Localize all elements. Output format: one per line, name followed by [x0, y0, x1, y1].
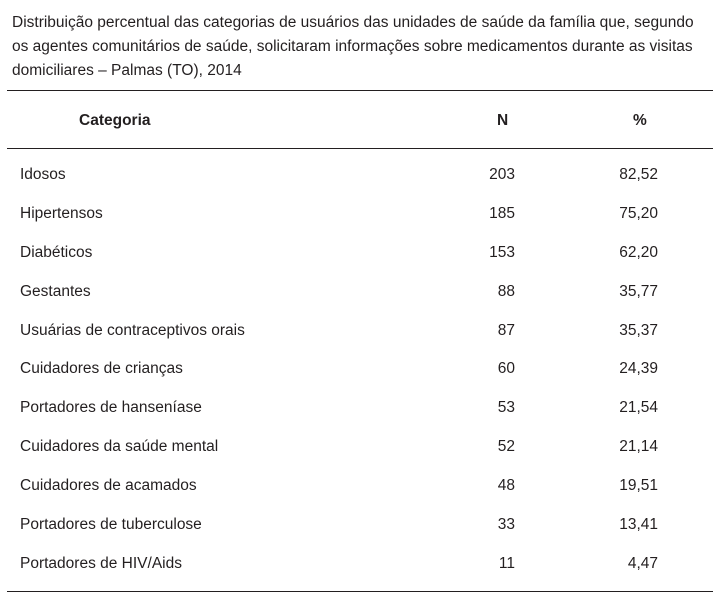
table-row [0, 389, 725, 428]
table-bottom-rule [7, 591, 713, 592]
table-row [0, 506, 725, 545]
cell-percent: 62,20 [619, 243, 658, 261]
cell-categoria: Idosos [20, 166, 66, 183]
cell-n: 33 [497, 516, 515, 534]
cell-percent: 13,41 [619, 516, 658, 534]
cell-n: 60 [497, 360, 515, 378]
table-row [0, 156, 725, 195]
table-caption: Distribuição percentual das categorias de usuários das unidades de saúde da família que, segundo os agentes comunitários de saúde, solicitaram informações sobre medicamentos durante as visitas domiciliares – Palmas (TO), 2014 [12, 14, 694, 79]
table-row [0, 273, 725, 312]
table-header-row [0, 90, 725, 148]
cell-categoria: Usuárias de contraceptivos orais [20, 321, 245, 339]
cell-percent: 24,39 [619, 360, 658, 378]
cell-categoria: Cuidadores de crianças [20, 360, 183, 378]
cell-categoria: Diabéticos [20, 243, 93, 261]
cell-categoria: Portadores de HIV/Aids [20, 554, 182, 572]
table-row [0, 545, 725, 584]
cell-categoria: Cuidadores de acamados [20, 477, 197, 495]
table-row [0, 428, 725, 467]
table-row [0, 350, 725, 389]
cell-categoria: Portadores de tuberculose [20, 516, 202, 534]
cell-n: 203 [489, 166, 515, 183]
cell-n: 185 [489, 204, 515, 222]
table-body [0, 156, 725, 584]
cell-n: 87 [497, 321, 515, 339]
table-row [0, 234, 725, 273]
cell-percent: 4,47 [627, 554, 658, 572]
cell-percent: 19,51 [619, 477, 658, 495]
cell-percent: 75,20 [619, 204, 658, 222]
cell-categoria: Gestantes [20, 282, 91, 300]
cell-n: 48 [497, 477, 515, 495]
cell-percent: 35,77 [619, 282, 658, 300]
table-row [0, 312, 725, 351]
header-categoria: Categoria [79, 112, 151, 129]
cell-n: 88 [497, 282, 515, 300]
cell-n: 11 [498, 554, 515, 572]
cell-categoria: Hipertensos [20, 204, 103, 222]
header-percent: % [633, 112, 647, 129]
cell-categoria: Cuidadores da saúde mental [20, 438, 219, 456]
cell-percent: 21,54 [619, 399, 658, 417]
table-row [0, 195, 725, 234]
cell-n: 153 [489, 243, 515, 261]
cell-percent: 35,37 [619, 321, 658, 339]
header-n: N [497, 112, 509, 129]
cell-percent: 82,52 [619, 166, 658, 183]
cell-percent: 21,14 [619, 438, 658, 456]
cell-categoria: Portadores de hanseníase [20, 399, 202, 417]
cell-n: 52 [497, 438, 515, 456]
table-row [0, 467, 725, 506]
cell-n: 53 [497, 399, 515, 417]
table-header-rule [7, 148, 713, 149]
